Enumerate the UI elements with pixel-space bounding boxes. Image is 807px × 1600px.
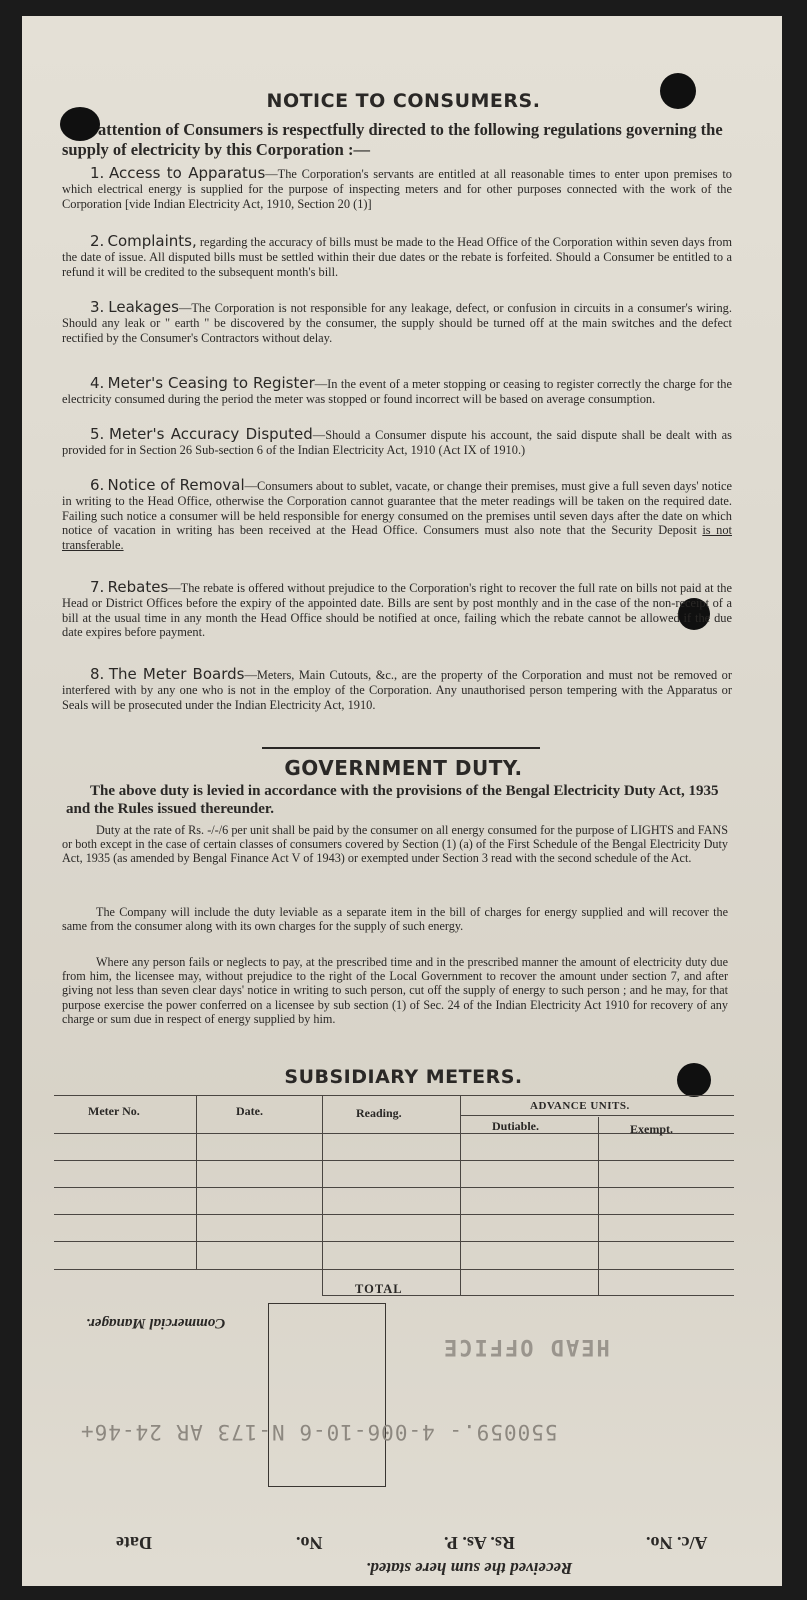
rule-underlined-text: is not transferable. bbox=[62, 523, 732, 553]
duty-paragraph bbox=[62, 823, 728, 866]
rule-text: —Should a Consumer dispute his account, the said dispute shall be dealt with as provided for in Section 26 Sub-section 6 of the Indian Electricity Act, 1910 (Act IX of 1910.) bbox=[62, 428, 732, 457]
col-header-date: Date. bbox=[236, 1104, 263, 1118]
rule-heading: The Meter Boards bbox=[108, 665, 245, 683]
rule-number: 8. bbox=[90, 665, 105, 683]
total-label: TOTAL bbox=[355, 1282, 403, 1296]
rule-text: —In the event of a meter stopping or ceasing to register correctly the charge for the electricity consumed during the period the meter was stopped or found incorrect will be based on average consumption. bbox=[62, 377, 732, 406]
rule-text: —The Corporation's servants are entitled at all reasonable times to enter upon premises to which electrical energy is supplied for the purpose of inspecting meters and for other purposes connected with the work of the Corporation [vide Indian Electricity Act, 1910, Section 20 (1)] bbox=[62, 167, 732, 211]
notice-rule bbox=[62, 427, 732, 458]
rule-text: —The rebate is offered without prejudice to the Corporation's right to recover the full rate on bills not paid at the Head or District Offices before the expiry of the appointed date. Bills are sent by post monthly and in the case of the non-receipt of a bill at the usual time in any month the Head Office should be notified at once, failing which the rebate cannot be allowed if the due date expires before payment. bbox=[62, 581, 732, 640]
duty-paragraph bbox=[62, 955, 728, 1026]
notice-rule bbox=[62, 376, 732, 407]
table-rule bbox=[54, 1095, 734, 1096]
rule-heading: Rebates bbox=[107, 578, 169, 596]
col-header-dutiable: Dutiable. bbox=[492, 1119, 540, 1133]
meters-title: SUBSIDIARY METERS. bbox=[284, 1066, 523, 1088]
notice-rule bbox=[62, 667, 732, 712]
duty-paragraph-text: The Company will include the duty leviable as a separate item in the bill of charges for energy supplied and will recover the same from the consumer along with its own charges for the supply of such energy. bbox=[62, 905, 728, 934]
col-header-meter-no: Meter No. bbox=[88, 1104, 140, 1118]
table-rule bbox=[460, 1115, 734, 1116]
table-rule bbox=[54, 1214, 734, 1215]
receipt-field-ac-no: A/c. No. bbox=[646, 1533, 708, 1553]
rule-heading: Access to Apparatus bbox=[109, 164, 266, 182]
rule-number: 3. bbox=[90, 298, 105, 316]
rule-heading: Meter's Ceasing to Register bbox=[107, 374, 315, 392]
notice-rule bbox=[62, 300, 732, 345]
duty-paragraph-text: Duty at the rate of Rs. -/-/6 per unit shall be paid by the consumer on all energy consumed for the purpose of LIGHTS and FANS or both except in the case of certain classes of consumers covered by Section (1) (a) of the First Schedule of the Bengal Electricity Duty Act, 1935 (as amended by Bengal Finance Act V of 1943) or exempted under Section 3 read with the second schedule of the Act. bbox=[62, 823, 728, 866]
signature-label: Commercial Manager. bbox=[86, 1315, 226, 1331]
table-col-rule bbox=[598, 1117, 599, 1295]
table-col-rule bbox=[460, 1095, 461, 1295]
rule-heading: Leakages bbox=[108, 298, 179, 316]
table-rule bbox=[54, 1269, 734, 1270]
notice-rule bbox=[62, 234, 732, 279]
table-col-rule bbox=[196, 1095, 197, 1269]
duty-intro bbox=[66, 782, 730, 818]
rule-number: 1. bbox=[90, 164, 105, 182]
receipt-field-amount: Rs. As. P. bbox=[444, 1533, 515, 1553]
duty-paragraph-text: Where any person fails or neglects to pay, at the prescribed time and in the prescribed manner the amount of electricity duty due from him, the licensee may, without prejudice to the right of the Local Government to recover the amount under section 7, and after giving not less than seven clear days' notice in writing to such person, cut off the supply of energy to such person ; and he may, for that purpose exercise the power conferred on a licensee by sub section (1) of Sec. 24 of the Indian Electricity Act 1910 for recovery of any charge or sum due in respect of energy supplied by him. bbox=[62, 955, 728, 1026]
rule-number: 5. bbox=[90, 425, 105, 443]
table-rule bbox=[54, 1160, 734, 1161]
rule-heading: Complaints, bbox=[107, 232, 197, 250]
receipt-field-no: No. bbox=[296, 1533, 323, 1553]
col-header-exempt: Exempt. bbox=[630, 1122, 673, 1136]
receipt-received-note: Received the sum here stated. bbox=[366, 1559, 573, 1578]
machine-print: 550059.- 4-006-10-6 N-173 AR 24-46+ bbox=[80, 1420, 558, 1444]
duty-title: GOVERNMENT DUTY. bbox=[284, 756, 523, 780]
rule-number: 2. bbox=[90, 232, 105, 250]
rule-text: —Consumers about to sublet, vacate, or change their premises, must give a full seven days' notice in writing to the Head Office, otherwise the Corporation cannot guarantee that the meter readings will be taken on the required date. Failing such notice a consumer will be held responsible for energy consumed on the premises until seven days after the date on which notice of vacation in writing has been received at the Head Office. Consumers must also note that the Security Deposit bbox=[62, 479, 733, 538]
receipt-field-date: Date bbox=[116, 1533, 152, 1553]
office-stamp: HEAD OFFICE bbox=[442, 1334, 610, 1359]
notice-rule bbox=[62, 580, 732, 640]
rule-text: —The Corporation is not responsible for any leakage, defect, or confusion in circuits in a consumer's wiring. Should any leak or " earth " be discovered by the consumer, the supply should be turned off at the main switches and the defect rectified by the Consumer's Contractors without delay. bbox=[62, 301, 732, 345]
rule-text: regarding the accuracy of bills must be made to the Head Office of the Corporation within seven days from the date of issue. All disputed bills must be settled within their due dates or the rebate is forfeited. Should a Consumer be entitled to a refund it will be credited to the subsequent month's bill. bbox=[62, 235, 732, 279]
notice-rule bbox=[62, 166, 732, 211]
rule-number: 7. bbox=[90, 578, 105, 596]
rule-number: 4. bbox=[90, 374, 105, 392]
rule-text: —Meters, Main Cutouts, &c., are the property of the Corporation and must not be removed or interfered with by any one who is not in the employ of the Corporation. Any unauthorised person tempering with the Apparatus or Seals will be prosecuted under the Indian Electricity Act, 1910. bbox=[62, 668, 733, 712]
stamp-box bbox=[268, 1303, 386, 1487]
table-col-rule bbox=[322, 1095, 323, 1295]
duty-paragraph bbox=[62, 905, 728, 933]
section-divider bbox=[262, 747, 540, 749]
rule-heading: Notice of Removal bbox=[107, 476, 245, 494]
rule-number: 6. bbox=[90, 476, 105, 494]
rule-heading: Meter's Accuracy Disputed bbox=[109, 425, 313, 443]
notice-intro-text: attention of Consumers is respectfully directed to the following regulations governing the supply of electricity by this Corporation :— bbox=[62, 120, 723, 159]
duty-intro-text: The above duty is levied in accordance with the provisions of the Bengal Electricity Duty Act, 1935 and the Rules issued thereunder. bbox=[66, 783, 719, 817]
table-rule bbox=[54, 1187, 734, 1188]
notice-rule bbox=[62, 478, 732, 553]
table-rule bbox=[54, 1241, 734, 1242]
notice-title: NOTICE TO CONSUMERS. bbox=[266, 90, 541, 112]
col-header-advance-units: ADVANCE UNITS. bbox=[530, 1100, 630, 1112]
notice-intro bbox=[62, 120, 730, 160]
col-header-reading: Reading. bbox=[356, 1106, 402, 1120]
